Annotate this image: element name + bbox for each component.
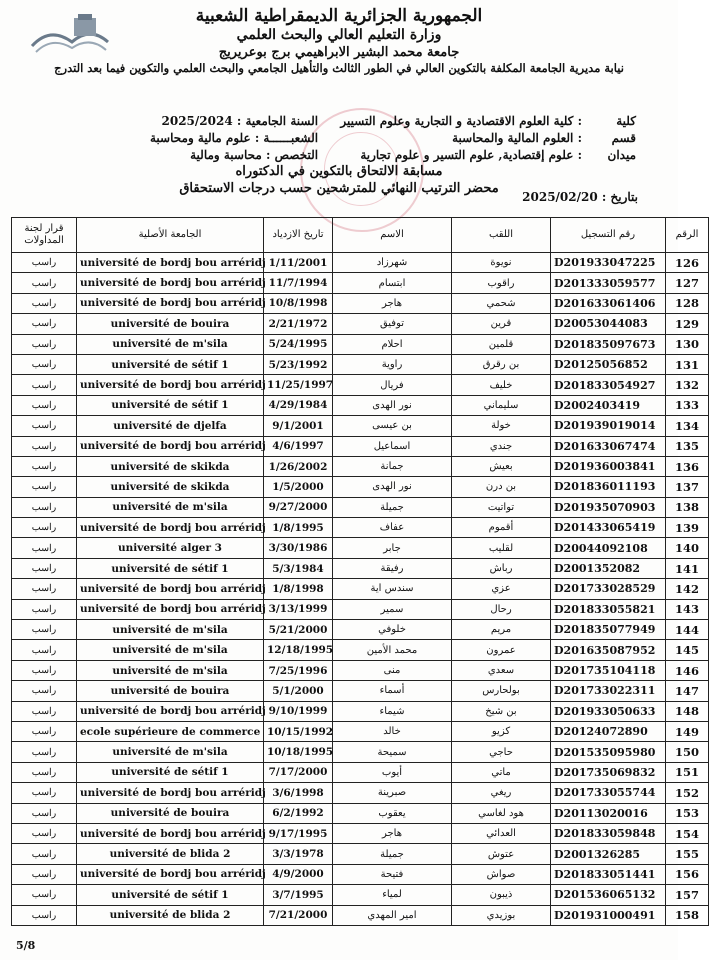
table-row — [12, 885, 709, 905]
number-cell: 138 — [666, 497, 709, 517]
registration-cell: D201933050633 — [551, 701, 666, 721]
country-title: الجمهورية الجزائرية الديمقراطية الشعبية — [195, 6, 483, 26]
last-name-cell: بن درن — [452, 477, 551, 497]
university-cell: université de bordj bou arréridj — [77, 273, 264, 293]
birthdate-cell: 5/1/2000 — [264, 681, 333, 701]
birthdate-cell: 9/1/2001 — [264, 416, 333, 436]
birthdate-cell: 3/3/1978 — [264, 844, 333, 864]
table-row — [12, 395, 709, 415]
table-row — [12, 762, 709, 782]
registration-cell: D201836011193 — [551, 477, 666, 497]
birthdate-cell: 1/8/1995 — [264, 518, 333, 538]
registration-cell: D201735104118 — [551, 660, 666, 680]
last-name-cell: قلمين — [452, 334, 551, 354]
last-name-cell: عزي — [452, 579, 551, 599]
table-row — [12, 314, 709, 334]
university-cell: université de sétif 1 — [77, 395, 264, 415]
registration-cell: D201833059848 — [551, 823, 666, 843]
birthdate-cell: 5/24/1995 — [264, 334, 333, 354]
university-cell: université de bordj bou arréridj — [77, 436, 264, 456]
decision-cell: راسب — [12, 783, 77, 803]
number-cell: 131 — [666, 354, 709, 374]
number-cell: 148 — [666, 701, 709, 721]
decision-cell: راسب — [12, 742, 77, 762]
university-cell: université de sétif 1 — [77, 354, 264, 374]
decision-cell: راسب — [12, 518, 77, 538]
header-first-name: الاسم — [333, 218, 452, 253]
table-row — [12, 354, 709, 374]
ranking-table — [11, 217, 709, 926]
registration-cell: D201939019014 — [551, 416, 666, 436]
birthdate-cell: 9/10/1999 — [264, 701, 333, 721]
table-row — [12, 538, 709, 558]
registration-cell: D201535095980 — [551, 742, 666, 762]
registration-cell: D201733055744 — [551, 783, 666, 803]
decision-cell: راسب — [12, 620, 77, 640]
number-cell: 147 — [666, 681, 709, 701]
table-row — [12, 844, 709, 864]
registration-cell: D20125056852 — [551, 354, 666, 374]
first-name-cell: احلام — [333, 334, 452, 354]
decision-cell: راسب — [12, 375, 77, 395]
last-name-cell: أقموم — [452, 518, 551, 538]
first-name-cell: راوية — [333, 354, 452, 374]
birthdate-cell: 12/18/1995 — [264, 640, 333, 660]
last-name-cell: بن شيخ — [452, 701, 551, 721]
last-name-cell: عتوش — [452, 844, 551, 864]
document-header — [0, 6, 678, 76]
university-cell: université de bouira — [77, 803, 264, 823]
last-name-cell: لقليب — [452, 538, 551, 558]
university-cell: université de bordj bou arréridj — [77, 823, 264, 843]
table-row — [12, 334, 709, 354]
university-cell: université de bordj bou arréridj — [77, 783, 264, 803]
first-name-cell: هاجر — [333, 293, 452, 313]
decision-cell: راسب — [12, 660, 77, 680]
registration-cell: D201536065132 — [551, 885, 666, 905]
number-cell: 126 — [666, 253, 709, 273]
university-cell: université de m'sila — [77, 497, 264, 517]
number-cell: 139 — [666, 518, 709, 538]
decision-cell: راسب — [12, 681, 77, 701]
registration-cell: D2002403419 — [551, 395, 666, 415]
number-cell: 143 — [666, 599, 709, 619]
number-cell: 134 — [666, 416, 709, 436]
decision-cell: راسب — [12, 436, 77, 456]
first-name-cell: امير المهدي — [333, 905, 452, 925]
decision-cell: راسب — [12, 395, 77, 415]
last-name-cell: كزيو — [452, 721, 551, 741]
last-name-cell: حاجي — [452, 742, 551, 762]
birthdate-cell: 10/8/1998 — [264, 293, 333, 313]
header-last-name: اللقب — [452, 218, 551, 253]
header-registration: رقم التسجيل — [551, 218, 666, 253]
faculty-value: : كلية العلوم الاقتصادية و التجارية وعلوم التسيير — [340, 114, 582, 128]
table-row — [12, 783, 709, 803]
academic-year: السنة الجامعية : 2025/2024 — [161, 114, 319, 128]
university-cell: université alger 3 — [77, 538, 264, 558]
decision-cell: راسب — [12, 497, 77, 517]
birthdate-cell: 5/21/2000 — [264, 620, 333, 640]
registration-cell: D20113020016 — [551, 803, 666, 823]
page-number: 5/8 — [16, 939, 36, 952]
last-name-cell: سليماني — [452, 395, 551, 415]
last-name-cell: شحمي — [452, 293, 551, 313]
registration-cell: D201333059577 — [551, 273, 666, 293]
number-cell: 145 — [666, 640, 709, 660]
registration-cell: D201931000491 — [551, 905, 666, 925]
first-name-cell: منى — [333, 660, 452, 680]
number-cell: 133 — [666, 395, 709, 415]
first-name-cell: فريال — [333, 375, 452, 395]
first-name-cell: خالد — [333, 721, 452, 741]
last-name-cell: ماتي — [452, 762, 551, 782]
table-header-row — [12, 218, 709, 253]
university-cell: université de sétif 1 — [77, 885, 264, 905]
last-name-cell: خولة — [452, 416, 551, 436]
department-label: قسم — [611, 131, 636, 145]
decision-cell: راسب — [12, 558, 77, 578]
table-row — [12, 620, 709, 640]
university-cell: université de m'sila — [77, 660, 264, 680]
number-cell: 142 — [666, 579, 709, 599]
birthdate-cell: 7/17/2000 — [264, 762, 333, 782]
birthdate-cell: 1/5/2000 — [264, 477, 333, 497]
table-row — [12, 660, 709, 680]
university-cell: ecole supérieure de commerce — [77, 721, 264, 741]
birthdate-cell: 10/18/1995 — [264, 742, 333, 762]
department-value: : العلوم المالية والمحاسبة — [452, 131, 582, 145]
last-name-cell: ريغي — [452, 783, 551, 803]
birthdate-cell: 3/6/1998 — [264, 783, 333, 803]
last-name-cell: نويوة — [452, 253, 551, 273]
first-name-cell: سميحة — [333, 742, 452, 762]
program-info-side — [150, 113, 318, 164]
university-cell: université de bordj bou arréridj — [77, 599, 264, 619]
first-name-cell: خلوفي — [333, 620, 452, 640]
university-cell: université de m'sila — [77, 334, 264, 354]
number-cell: 136 — [666, 456, 709, 476]
number-cell: 154 — [666, 823, 709, 843]
first-name-cell: يعقوب — [333, 803, 452, 823]
university-cell: université de bordj bou arréridj — [77, 864, 264, 884]
last-name-cell: خليف — [452, 375, 551, 395]
first-name-cell: نور الهدى — [333, 395, 452, 415]
birthdate-cell: 10/15/1992 — [264, 721, 333, 741]
field-label: ميدان — [607, 148, 636, 162]
table-row — [12, 579, 709, 599]
decision-cell: راسب — [12, 579, 77, 599]
first-name-cell: شهرزاد — [333, 253, 452, 273]
first-name-cell: جميلة — [333, 844, 452, 864]
table-row — [12, 599, 709, 619]
registration-cell: D201935070903 — [551, 497, 666, 517]
birthdate-cell: 6/2/1992 — [264, 803, 333, 823]
university-cell: université de djelfa — [77, 416, 264, 436]
decision-cell: راسب — [12, 416, 77, 436]
first-name-cell: ابتسام — [333, 273, 452, 293]
birthdate-cell: 1/8/1998 — [264, 579, 333, 599]
last-name-cell: سعدي — [452, 660, 551, 680]
birthdate-cell: 1/26/2002 — [264, 456, 333, 476]
number-cell: 150 — [666, 742, 709, 762]
registration-cell: D201833055821 — [551, 599, 666, 619]
decision-cell: راسب — [12, 844, 77, 864]
birthdate-cell: 11/25/1997 — [264, 375, 333, 395]
birthdate-cell: 4/6/1997 — [264, 436, 333, 456]
number-cell: 157 — [666, 885, 709, 905]
last-name-cell: ذيبون — [452, 885, 551, 905]
decision-cell: راسب — [12, 640, 77, 660]
table-row — [12, 701, 709, 721]
number-cell: 158 — [666, 905, 709, 925]
table-row — [12, 293, 709, 313]
university-title: جامعة محمد البشير الابراهيمي برج بوعريريج — [218, 45, 460, 60]
decision-cell: راسب — [12, 354, 77, 374]
registration-cell: D2001326285 — [551, 844, 666, 864]
first-name-cell: بن عيسى — [333, 416, 452, 436]
decision-cell: راسب — [12, 864, 77, 884]
first-name-cell: توفيق — [333, 314, 452, 334]
university-cell: université de m'sila — [77, 742, 264, 762]
birthdate-cell: 7/25/1996 — [264, 660, 333, 680]
registration-cell: D201833051441 — [551, 864, 666, 884]
university-cell: université de m'sila — [77, 640, 264, 660]
first-name-cell: فتيحة — [333, 864, 452, 884]
number-cell: 151 — [666, 762, 709, 782]
last-name-cell: بوزيدي — [452, 905, 551, 925]
birthdate-cell: 1/11/2001 — [264, 253, 333, 273]
table-row — [12, 803, 709, 823]
last-name-cell: صواش — [452, 864, 551, 884]
first-name-cell: سمير — [333, 599, 452, 619]
last-name-cell: بولحارس — [452, 681, 551, 701]
number-cell: 128 — [666, 293, 709, 313]
university-cell: université de skikda — [77, 477, 264, 497]
registration-cell: D20053044083 — [551, 314, 666, 334]
registration-cell: D201633061406 — [551, 293, 666, 313]
number-cell: 132 — [666, 375, 709, 395]
last-name-cell: مريم — [452, 620, 551, 640]
decision-cell: راسب — [12, 477, 77, 497]
last-name-cell: بعيش — [452, 456, 551, 476]
university-cell: université de bordj bou arréridj — [77, 293, 264, 313]
university-cell: université de bordj bou arréridj — [77, 253, 264, 273]
university-cell: université de bordj bou arréridj — [77, 579, 264, 599]
table-row — [12, 518, 709, 538]
birthdate-cell: 3/30/1986 — [264, 538, 333, 558]
number-cell: 140 — [666, 538, 709, 558]
decision-cell: راسب — [12, 701, 77, 721]
university-cell: université de blida 2 — [77, 844, 264, 864]
number-cell: 135 — [666, 436, 709, 456]
number-cell: 149 — [666, 721, 709, 741]
header-decision: قرار لجنة المداولات — [12, 218, 77, 253]
university-cell: université de skikda — [77, 456, 264, 476]
table-row — [12, 375, 709, 395]
table-row — [12, 742, 709, 762]
birthdate-cell: 4/9/2000 — [264, 864, 333, 884]
number-cell: 141 — [666, 558, 709, 578]
registration-cell: D20044092108 — [551, 538, 666, 558]
birthdate-cell: 2/21/1972 — [264, 314, 333, 334]
table-row — [12, 905, 709, 925]
number-cell: 130 — [666, 334, 709, 354]
last-name-cell: جندي — [452, 436, 551, 456]
birthdate-cell: 9/27/2000 — [264, 497, 333, 517]
faculty-label: كلية — [616, 114, 636, 128]
table-row — [12, 477, 709, 497]
registration-cell: D201735069832 — [551, 762, 666, 782]
registration-cell: D201835097673 — [551, 334, 666, 354]
registration-cell: D201733022311 — [551, 681, 666, 701]
first-name-cell: هاجر — [333, 823, 452, 843]
decision-cell: راسب — [12, 334, 77, 354]
first-name-cell: محمد الأمين — [333, 640, 452, 660]
first-name-cell: لمياء — [333, 885, 452, 905]
branch: الشعبــــــة : علوم مالية ومحاسبة — [150, 131, 319, 145]
registration-cell: D201633067474 — [551, 436, 666, 456]
table-row — [12, 823, 709, 843]
first-name-cell: رفيقة — [333, 558, 452, 578]
registration-cell: D201733028529 — [551, 579, 666, 599]
birthdate-cell: 3/7/1995 — [264, 885, 333, 905]
first-name-cell: صبرينة — [333, 783, 452, 803]
first-name-cell: عفاف — [333, 518, 452, 538]
decision-cell: راسب — [12, 314, 77, 334]
registration-cell: D201936003841 — [551, 456, 666, 476]
last-name-cell: رحال — [452, 599, 551, 619]
last-name-cell: هود لغاسي — [452, 803, 551, 823]
decision-cell: راسب — [12, 599, 77, 619]
table-row — [12, 721, 709, 741]
table-row — [12, 558, 709, 578]
decision-cell: راسب — [12, 721, 77, 741]
decision-cell: راسب — [12, 538, 77, 558]
table-row — [12, 681, 709, 701]
first-name-cell: جميلة — [333, 497, 452, 517]
last-name-cell: بن رقرق — [452, 354, 551, 374]
university-cell: université de blida 2 — [77, 905, 264, 925]
birthdate-cell: 3/13/1999 — [264, 599, 333, 619]
number-cell: 155 — [666, 844, 709, 864]
header-number: الرقم — [666, 218, 709, 253]
number-cell: 153 — [666, 803, 709, 823]
university-cell: université de bordj bou arréridj — [77, 375, 264, 395]
university-cell: université de m'sila — [77, 620, 264, 640]
first-name-cell: جمانة — [333, 456, 452, 476]
birthdate-cell: 5/23/1992 — [264, 354, 333, 374]
birthdate-cell: 7/21/2000 — [264, 905, 333, 925]
table-row — [12, 253, 709, 273]
number-cell: 156 — [666, 864, 709, 884]
first-name-cell: شيماء — [333, 701, 452, 721]
registration-cell: D20124072890 — [551, 721, 666, 741]
first-name-cell: سندس اية — [333, 579, 452, 599]
table-row — [12, 416, 709, 436]
table-row — [12, 864, 709, 884]
registration-cell: D2001352082 — [551, 558, 666, 578]
last-name-cell: رباش — [452, 558, 551, 578]
number-cell: 127 — [666, 273, 709, 293]
last-name-cell: عمرون — [452, 640, 551, 660]
specialty: التخصص : محاسبة ومالية — [190, 148, 319, 162]
directorate-title: نيابة مديرية الجامعة المكلفة بالتكوين العالي في الطور الثالث والتأهيل الجامعي والبحث العلمي والتكوين فيما بعد التدرج — [54, 61, 624, 75]
last-name-cell: تواتيت — [452, 497, 551, 517]
registration-cell: D201833054927 — [551, 375, 666, 395]
table-row — [12, 273, 709, 293]
first-name-cell: أسماء — [333, 681, 452, 701]
number-cell: 152 — [666, 783, 709, 803]
document-date: بتاريخ : 2025/02/20 — [522, 190, 638, 204]
first-name-cell: اسماعيل — [333, 436, 452, 456]
decision-cell: راسب — [12, 293, 77, 313]
first-name-cell: نور الهدى — [333, 477, 452, 497]
contest-title: مسابقة الالتحاق بالتكوين في الدكتوراه — [235, 164, 443, 179]
birthdate-cell: 4/29/1984 — [264, 395, 333, 415]
header-birthdate: تاريخ الازدياد — [264, 218, 333, 253]
ministry-title: وزارة التعليم العالي والبحث العلمي — [236, 27, 442, 43]
last-name-cell: راقوب — [452, 273, 551, 293]
decision-cell: راسب — [12, 253, 77, 273]
registration-cell: D201433065419 — [551, 518, 666, 538]
decision-cell: راسب — [12, 273, 77, 293]
birthdate-cell: 5/3/1984 — [264, 558, 333, 578]
decision-cell: راسب — [12, 885, 77, 905]
number-cell: 129 — [666, 314, 709, 334]
first-name-cell: جابر — [333, 538, 452, 558]
decision-cell: راسب — [12, 905, 77, 925]
first-name-cell: أيوب — [333, 762, 452, 782]
contest-subtitle: محضر الترتيب النهائي للمترشحين حسب درجات الاستحقاق — [179, 181, 499, 196]
registration-cell: D201933047225 — [551, 253, 666, 273]
header-university: الجامعة الأصلية — [77, 218, 264, 253]
number-cell: 137 — [666, 477, 709, 497]
table-row — [12, 640, 709, 660]
table-row — [12, 436, 709, 456]
university-cell: université de sétif 1 — [77, 558, 264, 578]
last-name-cell: العدائي — [452, 823, 551, 843]
field-value: : علوم إقتصادية, علوم التسير و علوم تجارية — [360, 148, 582, 162]
registration-cell: D201835077949 — [551, 620, 666, 640]
decision-cell: راسب — [12, 823, 77, 843]
university-cell: université de bouira — [77, 681, 264, 701]
university-cell: université de bordj bou arréridj — [77, 518, 264, 538]
registration-cell: D201635087952 — [551, 640, 666, 660]
table-row — [12, 456, 709, 476]
university-cell: université de sétif 1 — [77, 762, 264, 782]
table-row — [12, 497, 709, 517]
decision-cell: راسب — [12, 803, 77, 823]
birthdate-cell: 9/17/1995 — [264, 823, 333, 843]
number-cell: 144 — [666, 620, 709, 640]
decision-cell: راسب — [12, 762, 77, 782]
number-cell: 146 — [666, 660, 709, 680]
university-cell: université de bordj bou arréridj — [77, 701, 264, 721]
decision-cell: راسب — [12, 456, 77, 476]
last-name-cell: قرين — [452, 314, 551, 334]
birthdate-cell: 11/7/1994 — [264, 273, 333, 293]
university-cell: université de bouira — [77, 314, 264, 334]
